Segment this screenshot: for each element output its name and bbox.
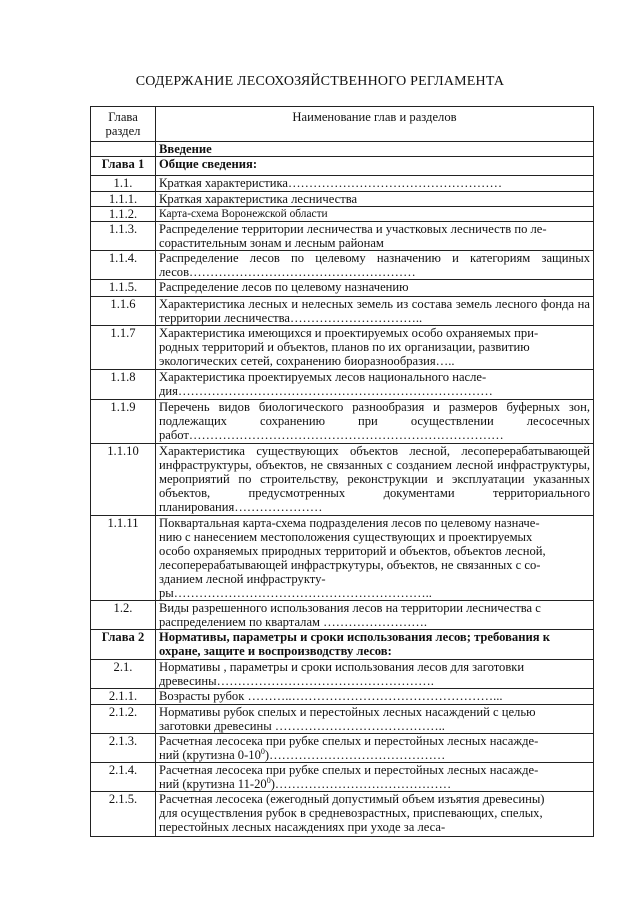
- section-number: 1.1.6: [91, 297, 156, 326]
- section-title: Распределение лесов по целевому назначению и категориям защиных лесов………………………………………………: [156, 251, 594, 280]
- section-number: 1.1.7: [91, 326, 156, 370]
- section-title: Характеристика лесных и нелесных земель из состава земель лесного фонда на территории лесничества…………………………..: [156, 297, 594, 326]
- section-number: 1.1.8: [91, 370, 156, 400]
- section-number: 1.2.: [91, 601, 156, 630]
- section-number: 1.1.3.: [91, 222, 156, 251]
- section-number: Глава 2: [91, 630, 156, 660]
- column-header-chapter: Глава раздел: [91, 107, 156, 142]
- table-row: [91, 192, 594, 207]
- contents-table: [90, 106, 594, 837]
- table-row: [91, 734, 594, 763]
- table-row: [91, 297, 594, 326]
- section-number: 1.1.5.: [91, 280, 156, 297]
- section-title: Карта-схема Воронежской области: [156, 207, 594, 222]
- table-row: [91, 763, 594, 792]
- degree-superscript: 0: [266, 775, 271, 785]
- section-number: 2.1.2.: [91, 705, 156, 734]
- section-title: Возрасты рубок ………..…………………………………………...: [156, 689, 594, 705]
- section-title: Виды разрешенного использования лесов на территории лесничества с распределением по кварталам …………………….: [156, 601, 594, 630]
- section-title-text: Расчетная лесосека при рубке спелых и перестойных лесных насажде- ний (крутизна 11-20: [159, 763, 539, 791]
- section-title: [156, 734, 594, 763]
- section-number: 1.1.11: [91, 516, 156, 601]
- section-title: Нормативы рубок спелых и перестойных лесных насаждений с целью заготовки древесины …………………………………..: [156, 705, 594, 734]
- section-title: Краткая характеристика……………………………………………: [156, 176, 594, 192]
- section-title: Нормативы , параметры и сроки использования лесов для заготовки древесины…………………………………………….: [156, 660, 594, 689]
- section-title: Характеристика существующих объектов лесной, лесоперерабатывающей инфраструктуры, объектов, не связанных с созданием лесной инфраструктуры, мероприятий по строительству, реконструкции и эксплуатации указанных объектов, предусмотренных документами территориального планирования…………………: [156, 444, 594, 516]
- section-title: [156, 763, 594, 792]
- degree-superscript: 0: [260, 746, 265, 756]
- section-title: Характеристика имеющихся и проектируемых особо охраняемых при- родных территорий и объектов, планов по их организации, развитию экологических сетей, сохранению биоразнообразия…..: [156, 326, 594, 370]
- table-row: [91, 222, 594, 251]
- section-number: 1.1.4.: [91, 251, 156, 280]
- table-row: [91, 660, 594, 689]
- section-number: 2.1.3.: [91, 734, 156, 763]
- section-number: 1.1.10: [91, 444, 156, 516]
- section-number: 2.1.: [91, 660, 156, 689]
- column-header-title: Наименование глав и разделов: [156, 107, 594, 142]
- table-header-row: [91, 107, 594, 142]
- section-number: 1.1.2.: [91, 207, 156, 222]
- table-row: [91, 326, 594, 370]
- section-title: Перечень видов биологического разнообразия и размеров буферных зон, подлежащих сохранению при осуществлении лесосечных работ…………………………………………………………………: [156, 400, 594, 444]
- table-row: [91, 400, 594, 444]
- section-number: 2.1.4.: [91, 763, 156, 792]
- section-title-text: Расчетная лесосека при рубке спелых и перестойных лесных насажде- ний (крутизна 0-10: [159, 734, 539, 762]
- section-title: Общие сведения:: [156, 157, 594, 176]
- section-number: Глава 1: [91, 157, 156, 176]
- table-row: [91, 516, 594, 601]
- section-title-tail: )……………………………………: [264, 748, 446, 762]
- section-title: Расчетная лесосека (ежегодный допустимый объем изъятия древесины) для осуществления рубок в средневозрастных, приспевающих, спелых, перестойных лесных насаждениях при уходе за леса-: [156, 792, 594, 837]
- section-title: Распределение лесов по целевому назначению: [156, 280, 594, 297]
- section-number: 1.1.9: [91, 400, 156, 444]
- table-row: [91, 601, 594, 630]
- table-row: [91, 207, 594, 222]
- page-title: СОДЕРЖАНИЕ ЛЕСОХОЗЯЙСТВЕННОГО РЕГЛАМЕНТА: [135, 74, 505, 89]
- section-title: Краткая характеристика лесничества: [156, 192, 594, 207]
- table-row: [91, 142, 594, 157]
- section-title: Введение: [156, 142, 594, 157]
- table-row: [91, 444, 594, 516]
- section-number: 2.1.5.: [91, 792, 156, 837]
- section-title: Характеристика проектируемых лесов национального насле- дия…………………………………………………………………: [156, 370, 594, 400]
- table-row: [91, 280, 594, 297]
- table-row: [91, 689, 594, 705]
- section-number: 2.1.1.: [91, 689, 156, 705]
- table-row: [91, 792, 594, 837]
- section-title: Поквартальная карта-схема подразделения лесов по целевому назначе- нию с нанесением местоположения существующих и проектируемых особо охраняемых природных территорий и объектов, объектов лесной, лесоперерабатывающей инфрастркутуры, объектов, не связанных с со- зданием лесной инфраструкту- ры……………………………………………………..: [156, 516, 594, 601]
- table-row: [91, 251, 594, 280]
- section-title: Распределение территории лесничества и участковых лесничеств по ле- сорастительным зонам и лесным районам: [156, 222, 594, 251]
- table-row: [91, 705, 594, 734]
- table-row: [91, 630, 594, 660]
- section-number: 1.1.1.: [91, 192, 156, 207]
- table-row: [91, 370, 594, 400]
- table-row: [91, 176, 594, 192]
- section-title-tail: )……………………………………: [270, 777, 452, 791]
- section-number: [91, 142, 156, 157]
- section-title: Нормативы, параметры и сроки использования лесов; требования к охране, защите и воспроизводству лесов:: [156, 630, 594, 660]
- section-number: 1.1.: [91, 176, 156, 192]
- table-row: [91, 157, 594, 176]
